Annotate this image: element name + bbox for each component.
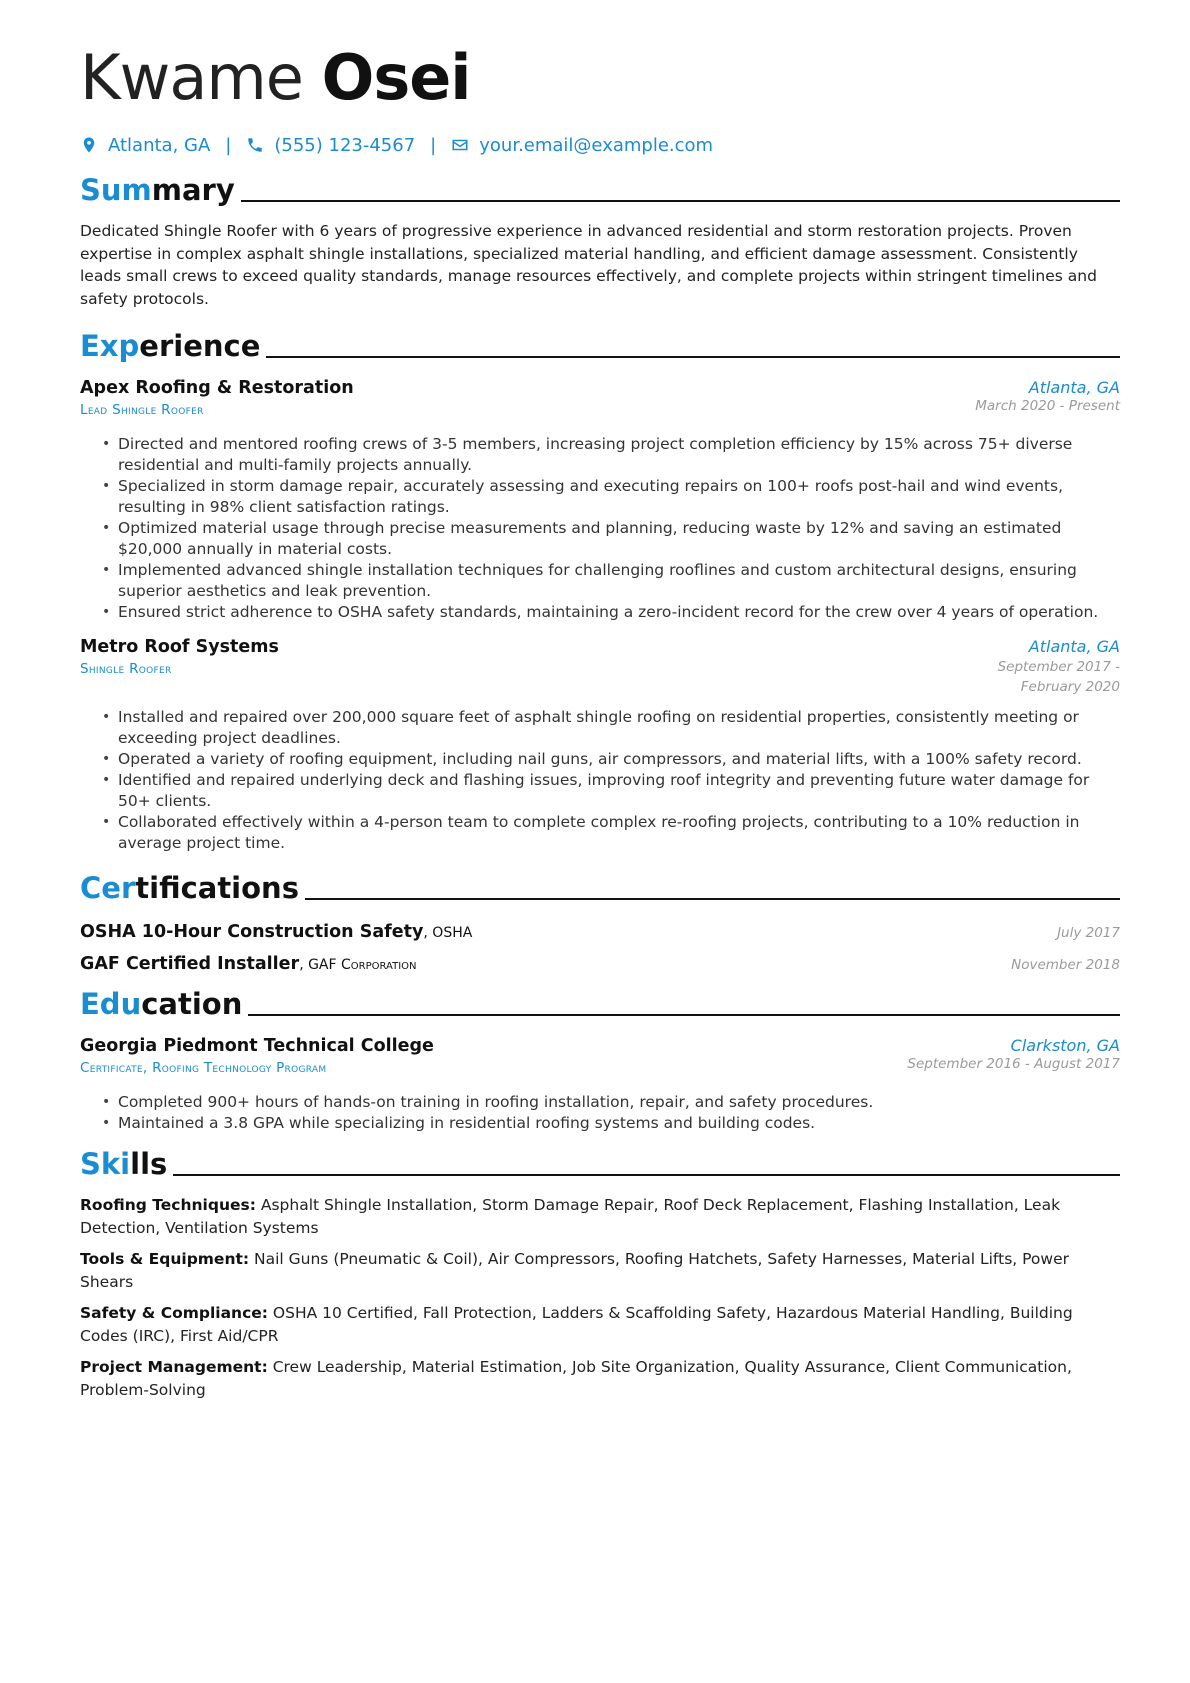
job-dates: March 2020 - Present [975, 398, 1120, 414]
skill-row [80, 1248, 1120, 1293]
experience-heading [80, 324, 1120, 364]
contact-email[interactable] [451, 135, 713, 156]
contact-phone[interactable] [246, 135, 415, 156]
skill-row [80, 1356, 1120, 1401]
skills-heading [80, 1142, 1120, 1182]
skill-list: Crew Leadership, Material Estimation, Job Site Organization, Quality Assurance, Client Communication, Problem-Solving [80, 1358, 1072, 1399]
summary-heading [80, 168, 1120, 208]
map-pin-icon [80, 136, 98, 154]
section-title: Experience [80, 329, 261, 363]
certification-issuer: , GAF Corporation [299, 957, 417, 973]
list-item: • Completed 900+ hours of hands-on training in roofing installation, repair, and safety procedures. [118, 1092, 1120, 1113]
resume-page [80, 40, 1120, 1401]
school-location: Clarkston, GA [1010, 1036, 1120, 1055]
company-name: Apex Roofing & Restoration [80, 378, 354, 398]
certification-name: OSHA 10-Hour Construction Safety [80, 922, 424, 942]
job-bullets [80, 434, 1120, 623]
list-item: • Ensured strict adherence to OSHA safety standards, maintaining a zero-incident record for the crew over 4 years of operation. [118, 602, 1120, 623]
list-item: • Optimized material usage through precise measurements and planning, reducing waste by 12% and saving an estimated $20,000 annually in material costs. [118, 518, 1120, 560]
section-title: Skills [80, 1147, 168, 1181]
education-bullets [80, 1092, 1120, 1134]
skill-list: Asphalt Shingle Installation, Storm Damage Repair, Roof Deck Replacement, Flashing Installation, Leak Detection, Ventilation Systems [80, 1196, 1061, 1237]
education-dates: September 2016 - August 2017 [907, 1056, 1120, 1072]
skill-row [80, 1194, 1120, 1239]
section-title: Education [80, 987, 243, 1021]
email-link[interactable]: your.email@example.com [479, 134, 714, 156]
job-title: Shingle Roofer [80, 661, 172, 677]
first-name: Kwame [80, 41, 303, 114]
phone-icon [246, 136, 264, 154]
skill-category: Project Management: [80, 1358, 268, 1376]
section-rule [305, 898, 1120, 900]
section-rule [248, 1014, 1120, 1016]
certification-name: GAF Certified Installer [80, 954, 300, 974]
certification-date: July 2017 [1057, 925, 1120, 941]
skill-row [80, 1302, 1120, 1347]
certification-item [80, 922, 1120, 942]
contact-line [80, 130, 1120, 160]
skill-category: Roofing Techniques: [80, 1196, 256, 1214]
education-entry [80, 1036, 1120, 1134]
certifications-heading [80, 866, 1120, 906]
section-rule [266, 356, 1120, 358]
education-heading [80, 982, 1120, 1022]
section-rule [241, 200, 1120, 202]
contact-separator: | [225, 134, 232, 156]
list-item: • Operated a variety of roofing equipment, including nail guns, air compressors, and material lifts, with a 100% safety record. [118, 749, 1120, 770]
section-rule [173, 1174, 1120, 1176]
skill-category: Tools & Equipment: [80, 1250, 250, 1268]
certification-date: November 2018 [1011, 957, 1120, 973]
job-location: Atlanta, GA [1028, 637, 1120, 656]
list-item: • Maintained a 3.8 GPA while specializing in residential roofing systems and building codes. [118, 1113, 1120, 1134]
job-entry [80, 637, 1120, 854]
company-name: Metro Roof Systems [80, 637, 279, 657]
section-title: Summary [80, 173, 235, 207]
job-dates: September 2017 - February 2020 [997, 659, 1120, 695]
certification-issuer: , OSHA [423, 925, 473, 941]
list-item: • Implemented advanced shingle installation techniques for challenging rooflines and custom architectural designs, ensuring superior aesthetics and leak prevention. [118, 560, 1120, 602]
list-item: • Identified and repaired underlying deck and flashing issues, improving roof integrity and preventing future water damage for 50+ clients. [118, 770, 1120, 812]
contact-location [80, 135, 210, 156]
school-name: Georgia Piedmont Technical College [80, 1036, 434, 1056]
phone-text[interactable]: (555) 123-4567 [274, 134, 416, 156]
job-bullets [80, 707, 1120, 854]
program-name: Certificate, Roofing Technology Program [80, 1060, 327, 1076]
skill-list: Nail Guns (Pneumatic & Coil), Air Compressors, Roofing Hatchets, Safety Harnesses, Material Lifts, Power Shears [80, 1250, 1069, 1291]
location-text: Atlanta, GA [108, 134, 211, 156]
list-item: • Installed and repaired over 200,000 square feet of asphalt shingle roofing on residential properties, consistently meeting or exceeding project deadlines. [118, 707, 1120, 749]
skill-category: Safety & Compliance: [80, 1304, 268, 1322]
job-location: Atlanta, GA [1028, 378, 1120, 397]
job-title: Lead Shingle Roofer [80, 402, 204, 418]
contact-separator: | [430, 134, 437, 156]
job-entry [80, 378, 1120, 623]
list-item: • Directed and mentored roofing crews of 3-5 members, increasing project completion efficiency by 15% across 75+ diverse residential and multi-family projects annually. [118, 434, 1120, 476]
last-name: Osei [321, 41, 471, 114]
section-title: Certifications [80, 871, 299, 905]
envelope-icon [451, 136, 469, 154]
list-item: • Collaborated effectively within a 4-person team to complete complex re-roofing projects, contributing to a 10% reduction in average project time. [118, 812, 1120, 854]
list-item: • Specialized in storm damage repair, accurately assessing and executing repairs on 100+ roofs post-hail and wind events, resulting in 98% client satisfaction ratings. [118, 476, 1120, 518]
skill-list: OSHA 10 Certified, Fall Protection, Ladders & Scaffolding Safety, Hazardous Material Handling, Building Codes (IRC), First Aid/CPR [80, 1304, 1073, 1345]
candidate-name [80, 40, 1120, 116]
certification-item [80, 954, 1120, 974]
summary-text: Dedicated Shingle Roofer with 6 years of progressive experience in advanced residential and storm restoration projects. Proven expertise in complex asphalt shingle installations, specialized material handling, and efficient damage assessment. Consistently leads small crews to exceed quality standards, manage resources effectively, and complete projects within stringent timelines and safety protocols. [80, 222, 1097, 308]
